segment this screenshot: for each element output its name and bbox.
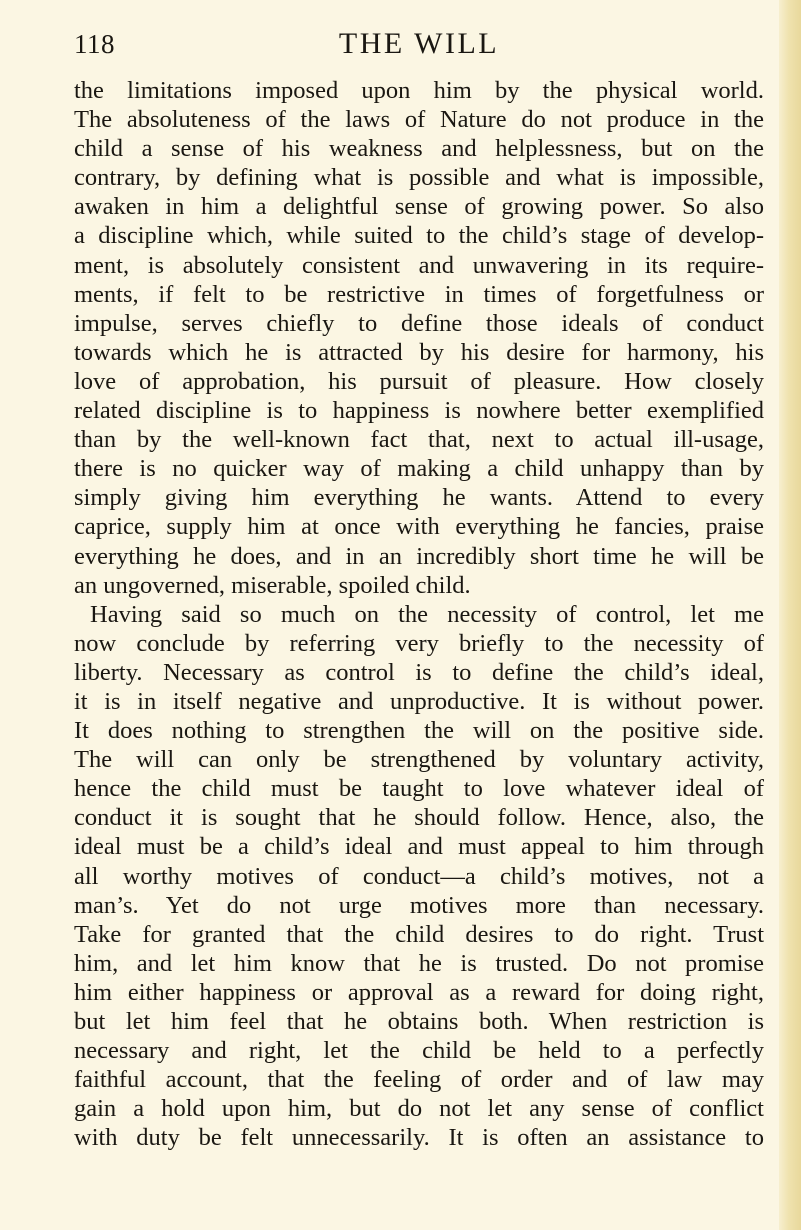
page-number: 118 xyxy=(74,29,115,59)
text-line: necessary and right, let the child be held to a perfectly xyxy=(74,1037,764,1065)
page-header xyxy=(74,24,764,64)
text-line: The will can only be strengthened by voluntary activity, xyxy=(74,746,764,774)
text-line: it is in itself negative and unproductive. It is without power. xyxy=(74,687,764,715)
text-line: child a sense of his weakness and helplessness, but on the xyxy=(74,135,764,163)
text-line: Take for granted that the child desires to do right. Trust xyxy=(74,920,764,948)
text-line: It does nothing to strengthen the will on the positive side. xyxy=(74,717,764,745)
text-line: towards which he is attracted by his desire for harmony, his xyxy=(74,338,764,366)
text-line: impulse, serves chiefly to define those ideals of conduct xyxy=(74,309,764,337)
text-line: conduct it is sought that he should follow. Hence, also, the xyxy=(74,804,764,832)
body-text xyxy=(74,76,764,1152)
text-line: than by the well-known fact that, next to actual ill-usage, xyxy=(74,426,764,454)
text-line: awaken in him a delightful sense of growing power. So also xyxy=(74,193,764,221)
text-line: with duty be felt unnecessarily. It is often an assistance to xyxy=(74,1124,764,1152)
text-line: simply giving him everything he wants. Attend to every xyxy=(74,484,764,512)
text-line: now conclude by referring very briefly to the necessity of xyxy=(74,629,764,657)
running-head: THE WILL xyxy=(338,27,500,60)
text-line: related discipline is to happiness is nowhere better exemplified xyxy=(74,397,764,425)
text-line: there is no quicker way of making a child unhappy than by xyxy=(74,455,764,483)
text-line: all worthy motives of conduct—a child’s motives, not a xyxy=(74,862,764,890)
text-line: love of approbation, his pursuit of pleasure. How closely xyxy=(74,367,764,395)
text-line: but let him feel that he obtains both. When restriction is xyxy=(74,1008,764,1035)
text-line: ment, is absolutely consistent and unwavering in its require- xyxy=(74,251,764,279)
text-line: ideal must be a child’s ideal and must appeal to him through xyxy=(74,833,764,861)
text-line: caprice, supply him at once with everything he fancies, praise xyxy=(74,513,764,541)
text-line: the limitations imposed upon him by the physical world. xyxy=(74,77,764,104)
text-line: liberty. Necessary as control is to define the child’s ideal, xyxy=(74,658,764,686)
page-edge-shadow xyxy=(779,0,801,1230)
text-line: him either happiness or approval as a reward for doing right, xyxy=(74,978,764,1006)
text-line: man’s. Yet do not urge motives more than necessary. xyxy=(74,891,764,919)
text-line: everything he does, and in an incredibly short time he will be xyxy=(74,542,764,570)
text-line: contrary, by defining what is possible and what is impossible, xyxy=(74,164,764,192)
text-line: faithful account, that the feeling of order and of law may xyxy=(74,1066,764,1094)
text-line: a discipline which, while suited to the child’s stage of develop- xyxy=(74,222,764,250)
text-line: him, and let him know that he is trusted. Do not promise xyxy=(74,949,764,977)
text-line: hence the child must be taught to love whatever ideal of xyxy=(74,775,764,803)
text-line: gain a hold upon him, but do not let any sense of conflict xyxy=(74,1095,764,1123)
text-line: an ungoverned, miserable, spoiled child. xyxy=(74,571,471,599)
text-line: The absoluteness of the laws of Nature do not produce in the xyxy=(74,106,764,134)
paragraph-start-line: Having said so much on the necessity of control, let me xyxy=(90,600,764,628)
text-line: ments, if felt to be restrictive in times of forgetfulness or xyxy=(74,280,764,308)
